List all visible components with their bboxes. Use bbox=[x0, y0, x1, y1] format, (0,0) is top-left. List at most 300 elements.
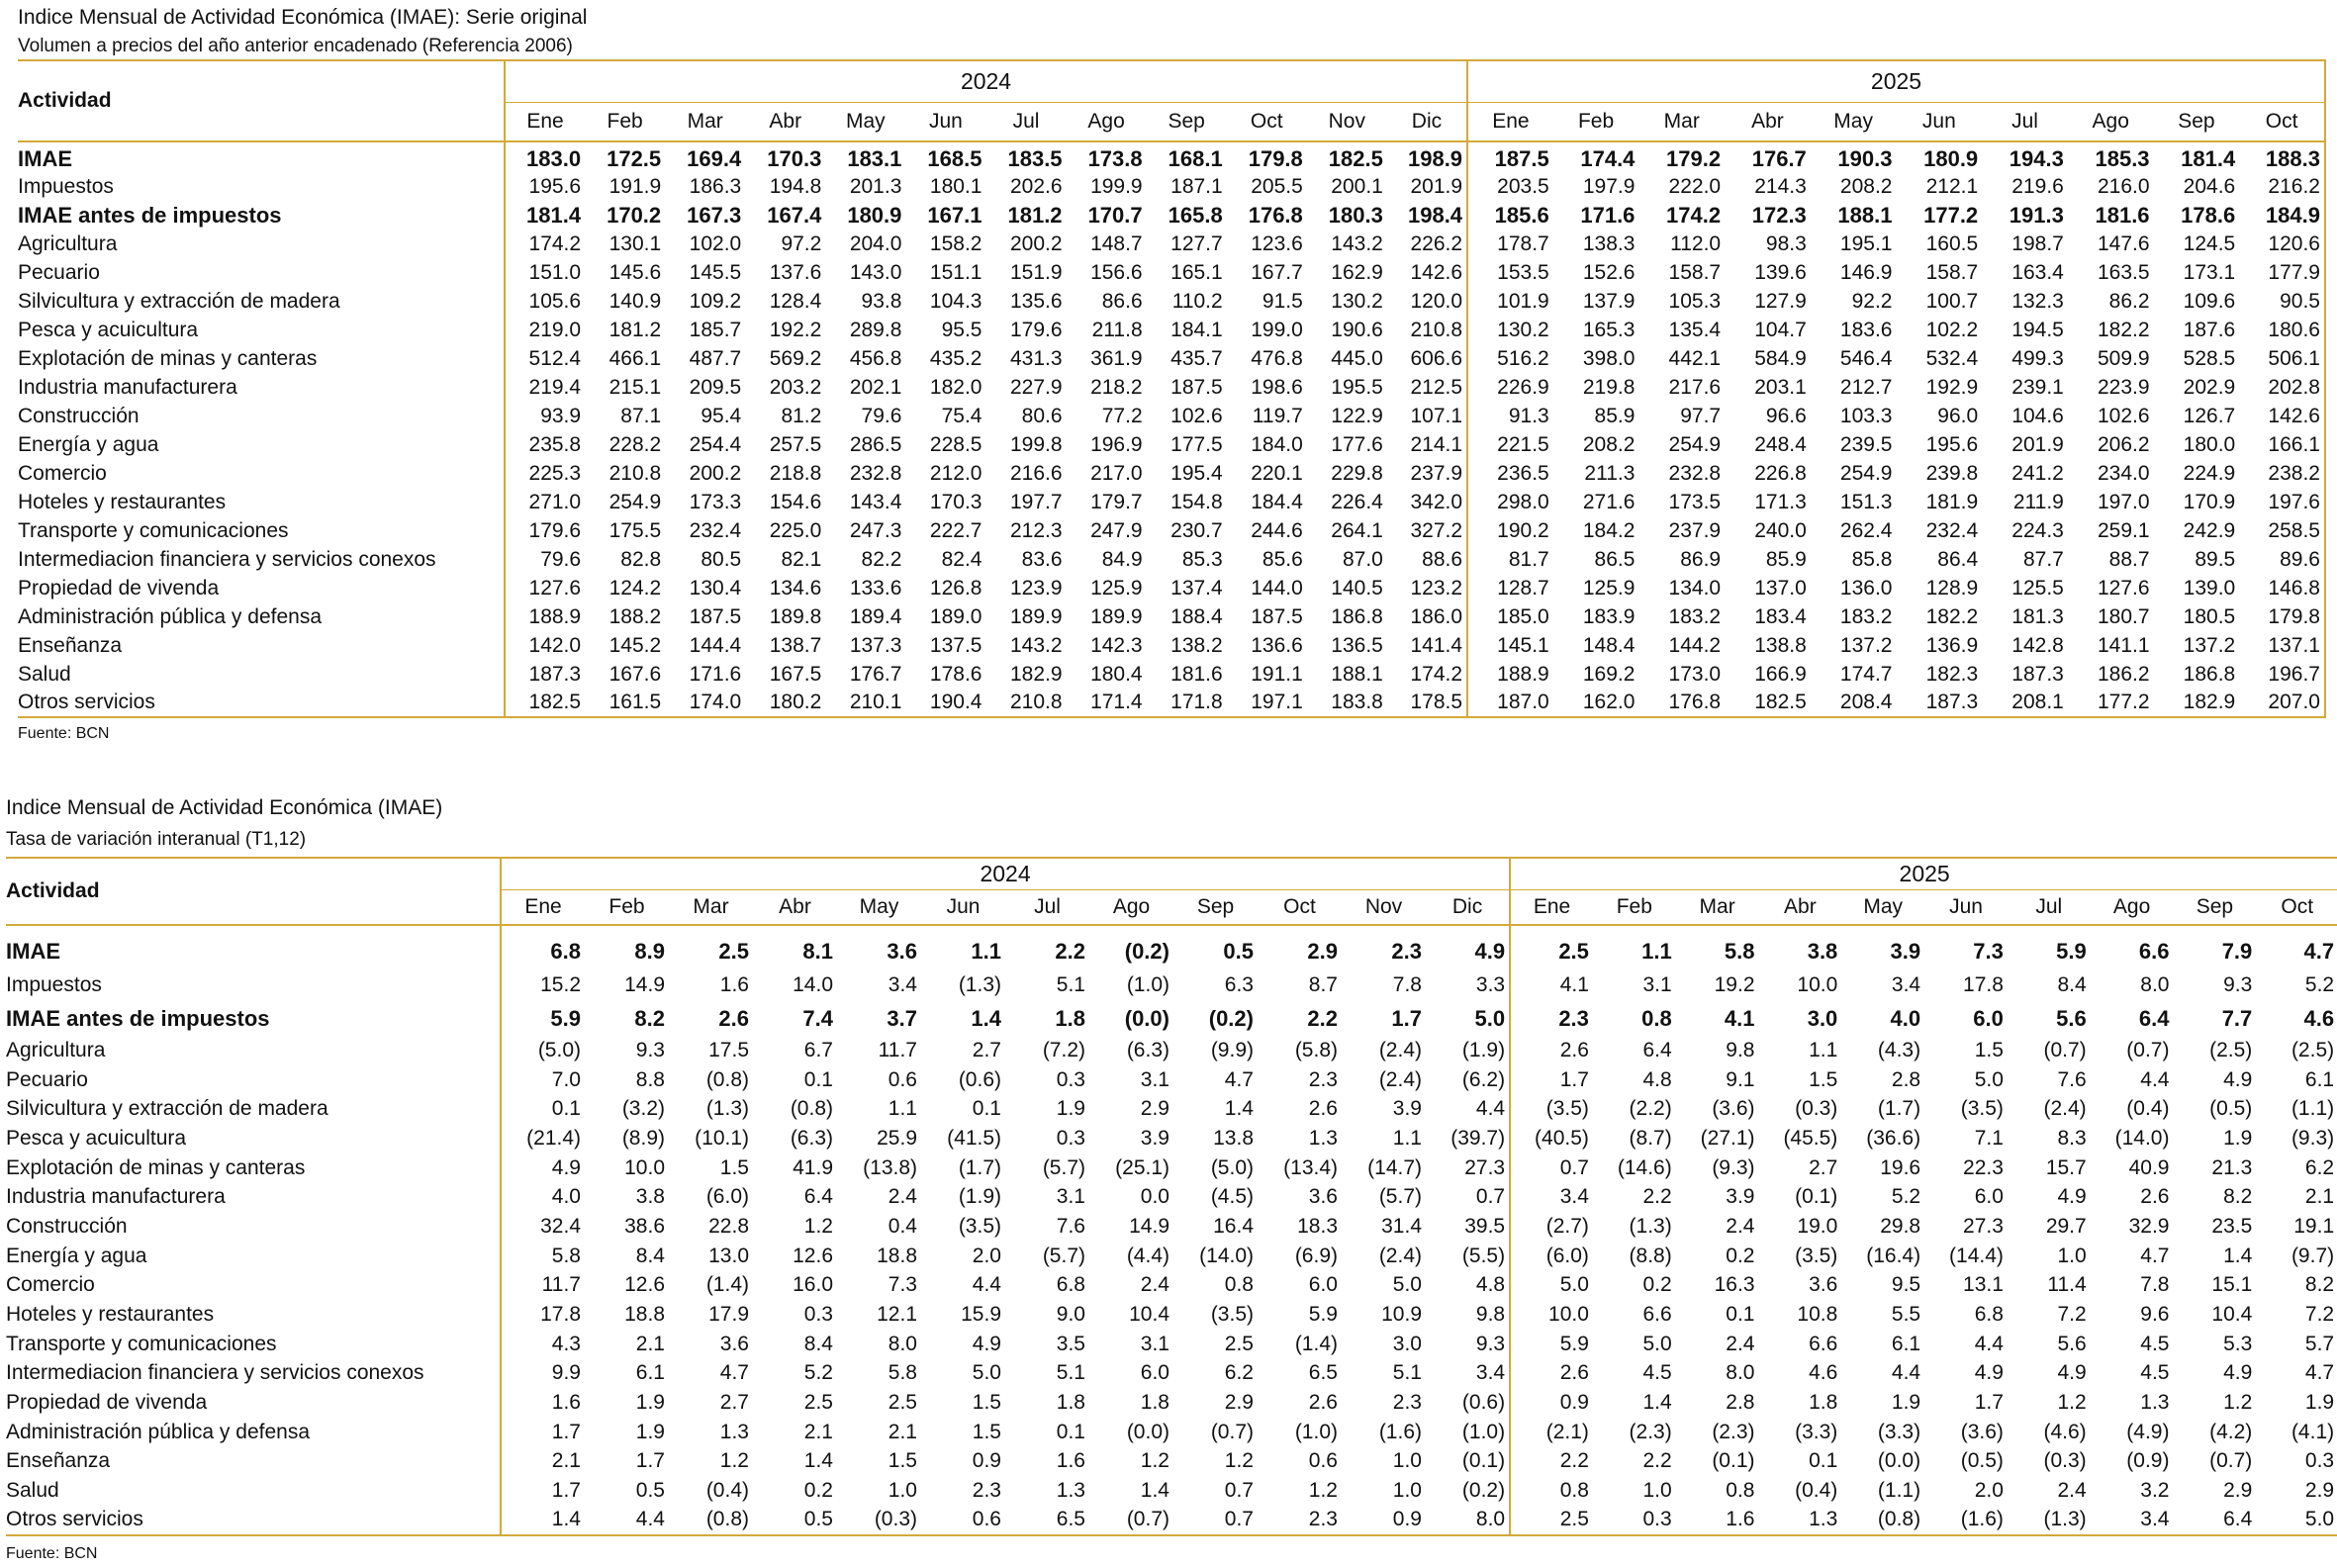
table-cell: 127.7 bbox=[1170, 231, 1223, 255]
table-cell: 12.1 bbox=[877, 1303, 917, 1327]
table-cell: 5.6 bbox=[2056, 1005, 2087, 1031]
table-cell: (4.3) bbox=[1877, 1038, 1921, 1061]
table-cell: 14.9 bbox=[624, 972, 665, 996]
table-cell: 234.0 bbox=[2097, 461, 2150, 485]
table-cell: 271.0 bbox=[505, 488, 585, 516]
table-cell: 145.2 bbox=[608, 633, 662, 657]
month-header: Sep bbox=[2173, 889, 2256, 925]
table-cell: 162.0 bbox=[1553, 689, 1639, 717]
month-header: Dic bbox=[1426, 889, 1510, 925]
table-cell: 532.4 bbox=[1925, 346, 1979, 370]
table-cell: 148.7 bbox=[1090, 231, 1143, 255]
table-cell: 230.7 bbox=[1170, 518, 1223, 542]
table-cell: 87.7 bbox=[2022, 547, 2064, 571]
month-header: Feb bbox=[585, 102, 665, 141]
table-cell: 4.9 bbox=[2057, 1185, 2087, 1209]
table-cell: 9.5 bbox=[1891, 1273, 1921, 1297]
table-row bbox=[6, 1271, 2337, 1301]
table-cell: 125.9 bbox=[1090, 576, 1143, 600]
table-cell: (4.1) bbox=[2256, 1418, 2337, 1447]
table-cell: 167.5 bbox=[769, 662, 822, 686]
table-cell: 205.5 bbox=[1251, 174, 1303, 198]
table-cell: 183.2 bbox=[1839, 604, 1893, 628]
table-cell: 6.6 bbox=[2138, 938, 2170, 964]
month-header: Mar bbox=[665, 102, 745, 141]
table-cell: 182.2 bbox=[2097, 318, 2150, 341]
row-label: Agricultura bbox=[6, 1038, 106, 1061]
table-cell: 8.8 bbox=[635, 1067, 665, 1091]
table-cell: (3.5) bbox=[1960, 1097, 2004, 1121]
table-cell: 95.5 bbox=[941, 318, 982, 341]
month-header: Jun bbox=[905, 102, 985, 141]
month-header: Nov bbox=[1342, 889, 1426, 925]
table-cell: 5.6 bbox=[2057, 1332, 2087, 1355]
table-cell: 5.8 bbox=[1724, 938, 1755, 964]
table-cell: (1.3) bbox=[705, 1097, 749, 1121]
table-cell: (3.6) bbox=[1960, 1420, 2004, 1443]
table-cell: (2.4) bbox=[1378, 1038, 1422, 1061]
table-cell: 120.0 bbox=[1410, 289, 1463, 313]
table-cell: 174.0 bbox=[665, 689, 745, 717]
row-label: Enseñanza bbox=[18, 633, 123, 657]
month-header: Jul bbox=[2008, 889, 2091, 925]
table-cell: 189.9 bbox=[1009, 604, 1063, 628]
table-cell: 125.5 bbox=[2011, 576, 2064, 600]
table-cell: 40.9 bbox=[2128, 1155, 2170, 1179]
table-cell: 81.7 bbox=[1467, 545, 1553, 574]
table-cell: 167.7 bbox=[1251, 260, 1303, 284]
month-header: Dic bbox=[1387, 102, 1467, 141]
table-cell: 201.9 bbox=[2011, 432, 2064, 456]
table-cell: 216.6 bbox=[1009, 461, 1063, 485]
table-cell: 211.9 bbox=[2012, 490, 2064, 513]
table-cell: 5.8 bbox=[501, 1242, 585, 1271]
table-cell: 219.4 bbox=[505, 373, 585, 402]
table-cell: 169.2 bbox=[1582, 662, 1636, 686]
table-cell: 154.6 bbox=[769, 490, 822, 513]
row-label: IMAE antes de impuestos bbox=[18, 202, 282, 228]
table-cell: 200.2 bbox=[1009, 231, 1063, 255]
table-cell: (36.6) bbox=[1866, 1126, 1921, 1150]
table-cell: 2.9 bbox=[1140, 1097, 1169, 1121]
table-cell: 19.6 bbox=[1880, 1155, 1921, 1179]
table-cell: (5.7) bbox=[1042, 1244, 1085, 1267]
table-cell: 82.4 bbox=[941, 547, 982, 571]
table-cell: 6.8 bbox=[1974, 1303, 2004, 1327]
table-cell: (1.1) bbox=[2256, 1094, 2337, 1124]
table-cell: 5.7 bbox=[2256, 1330, 2337, 1359]
table-cell: 226.8 bbox=[1754, 461, 1807, 485]
table-row bbox=[6, 1036, 2337, 1065]
table-cell: 12.6 bbox=[624, 1273, 665, 1297]
row-label: Pecuario bbox=[18, 260, 100, 284]
table-cell: 187.5 bbox=[1170, 375, 1223, 399]
table-cell: 3.0 bbox=[1807, 1005, 1838, 1031]
table-cell: 225.0 bbox=[769, 518, 822, 542]
row-label: Explotación de minas y canteras bbox=[18, 346, 318, 370]
table-cell: 146.9 bbox=[1839, 260, 1893, 284]
table-cell: 202.6 bbox=[1009, 174, 1063, 198]
table-cell: 181.6 bbox=[2095, 202, 2150, 228]
table-row bbox=[6, 925, 2337, 968]
table-cell: 4.6 bbox=[2256, 1001, 2337, 1036]
table-cell: 13.0 bbox=[708, 1244, 749, 1267]
table-row bbox=[6, 1124, 2337, 1153]
table-cell: 18.8 bbox=[624, 1303, 665, 1327]
table-cell: 145.6 bbox=[608, 260, 662, 284]
month-header: May bbox=[837, 889, 921, 925]
table-cell: (45.5) bbox=[1783, 1126, 1838, 1150]
table-cell: 167.6 bbox=[608, 662, 662, 686]
table-cell: 91.5 bbox=[1262, 289, 1303, 313]
table-cell: 1.0 bbox=[1392, 1479, 1422, 1503]
table-cell: 185.3 bbox=[2095, 146, 2150, 171]
month-header: Oct bbox=[2239, 102, 2325, 141]
table-cell: 194.5 bbox=[2011, 318, 2064, 341]
table-cell: 4.6 bbox=[1809, 1361, 1838, 1385]
table-cell: 2.5 bbox=[1510, 1506, 1593, 1535]
table-cell: 202.8 bbox=[2239, 373, 2325, 402]
table-cell: 12.6 bbox=[793, 1244, 833, 1267]
table-cell: 215.1 bbox=[608, 375, 662, 399]
table-cell: 81.2 bbox=[781, 404, 822, 427]
table-cell: 174.2 bbox=[1666, 202, 1722, 228]
table-cell: 2.9 bbox=[1224, 1391, 1254, 1415]
table-cell: 151.0 bbox=[505, 258, 585, 287]
month-header: May bbox=[1811, 102, 1897, 141]
table-cell: 244.6 bbox=[1251, 518, 1303, 542]
table-cell: (3.5) bbox=[1795, 1244, 1838, 1267]
table-cell: 584.9 bbox=[1754, 346, 1807, 370]
table-cell: 41.9 bbox=[793, 1155, 833, 1179]
table-cell: 3.8 bbox=[635, 1185, 665, 1209]
table-cell: 126.8 bbox=[929, 576, 982, 600]
table-cell: 2.5 bbox=[1510, 925, 1593, 968]
table-cell: 214.3 bbox=[1754, 174, 1807, 198]
table-cell: 201.3 bbox=[849, 174, 902, 198]
table-cell: 212.5 bbox=[1410, 375, 1463, 399]
table-cell: 0.8 bbox=[1726, 1479, 1755, 1503]
table-cell: 499.3 bbox=[2011, 346, 2064, 370]
table-cell: 226.2 bbox=[1410, 231, 1463, 255]
table-cell: 6.5 bbox=[1308, 1361, 1338, 1385]
table-cell: 1.3 bbox=[2140, 1391, 2170, 1415]
table-cell: (2.5) bbox=[2256, 1036, 2337, 1065]
table-cell: 85.8 bbox=[1851, 547, 1893, 571]
row-label: Salud bbox=[6, 1479, 59, 1503]
table-cell: 1.4 bbox=[501, 1506, 585, 1535]
table-cell: 190.2 bbox=[1467, 516, 1553, 545]
table-cell: 158.7 bbox=[1668, 260, 1722, 284]
table-cell: 119.7 bbox=[1252, 404, 1303, 427]
table-cell: 218.2 bbox=[1090, 375, 1143, 399]
table-cell: 88.6 bbox=[1422, 547, 1463, 571]
table-cell: 7.3 bbox=[888, 1273, 917, 1297]
table-cell: 208.2 bbox=[1839, 174, 1893, 198]
row-label: Administración pública y defensa bbox=[18, 604, 323, 628]
month-header: Sep bbox=[1147, 102, 1227, 141]
table-cell: 3.9 bbox=[1140, 1126, 1169, 1150]
table-cell: 201.9 bbox=[1410, 174, 1463, 198]
table-cell: 184.2 bbox=[1582, 518, 1636, 542]
table-cell: 6.8 bbox=[501, 925, 585, 968]
table-cell: 236.5 bbox=[1467, 459, 1553, 488]
month-header: Oct bbox=[2256, 889, 2337, 925]
table-cell: 221.5 bbox=[1467, 430, 1553, 459]
table-cell: 0.7 bbox=[1173, 1506, 1258, 1535]
table-cell: 4.4 bbox=[1974, 1332, 2004, 1355]
table-cell: 187.6 bbox=[2183, 318, 2236, 341]
table-cell: 237.9 bbox=[1668, 518, 1722, 542]
table-cell: 3.1 bbox=[1056, 1185, 1085, 1209]
table-cell: 7.1 bbox=[1974, 1126, 2004, 1150]
month-header: Ene bbox=[1467, 102, 1553, 141]
table-cell: 200.2 bbox=[689, 461, 742, 485]
table-cell: 130.2 bbox=[1331, 289, 1383, 313]
table-cell: 0.7 bbox=[1475, 1185, 1506, 1209]
table-cell: 98.3 bbox=[1765, 231, 1807, 255]
table-cell: 16.4 bbox=[1213, 1214, 1254, 1238]
table-cell: 137.2 bbox=[2183, 633, 2236, 657]
table-cell: (2.5) bbox=[2209, 1038, 2253, 1061]
table-row bbox=[18, 459, 2325, 488]
table-cell: 4.9 bbox=[2223, 1361, 2253, 1385]
table-cell: 4.4 bbox=[1891, 1361, 1921, 1385]
table-cell: 2.1 bbox=[635, 1332, 665, 1355]
table-cell: 167.1 bbox=[927, 202, 982, 228]
table-cell: 181.4 bbox=[505, 201, 585, 230]
table-cell: 188.4 bbox=[1170, 604, 1223, 628]
table-row bbox=[18, 172, 2325, 201]
table-cell: 203.1 bbox=[1754, 375, 1807, 399]
table-cell: 127.6 bbox=[2097, 576, 2150, 600]
table-cell: 2.9 bbox=[1307, 938, 1338, 964]
table-cell: 143.4 bbox=[849, 490, 902, 513]
table-cell: 197.0 bbox=[2097, 490, 2150, 513]
table-cell: 180.1 bbox=[929, 174, 982, 198]
table-cell: 174.7 bbox=[1839, 662, 1893, 686]
table-cell: 188.9 bbox=[505, 602, 585, 631]
table-cell: 102.6 bbox=[1170, 404, 1223, 427]
table-cell: 2.9 bbox=[2256, 1476, 2337, 1506]
table-cell: 85.9 bbox=[1765, 547, 1807, 571]
table-cell: (21.4) bbox=[501, 1124, 585, 1153]
table-cell: 1.2 bbox=[2057, 1391, 2087, 1415]
table-cell: 180.0 bbox=[2183, 432, 2236, 456]
table-cell: 2.4 bbox=[888, 1185, 917, 1209]
table-cell: 185.7 bbox=[689, 318, 742, 341]
table-cell: 203.5 bbox=[1467, 172, 1553, 201]
table-cell: 130.1 bbox=[608, 231, 662, 255]
table-cell: 2.4 bbox=[1140, 1273, 1169, 1297]
table-cell: 82.2 bbox=[861, 547, 902, 571]
row-label: Intermediacion financiera y servicios conexos bbox=[18, 547, 436, 571]
table-cell: 171.8 bbox=[1147, 689, 1227, 717]
row-label: Comercio bbox=[6, 1273, 95, 1297]
table-cell: 136.9 bbox=[1925, 633, 1979, 657]
table-row bbox=[6, 1094, 2337, 1124]
table-cell: 3.6 bbox=[887, 938, 917, 964]
table-cell: 180.9 bbox=[847, 202, 902, 228]
table-cell: 197.9 bbox=[1582, 174, 1636, 198]
table-cell: 137.5 bbox=[929, 633, 982, 657]
table-cell: 227.9 bbox=[1009, 375, 1063, 399]
table-cell: (1.7) bbox=[1877, 1097, 1921, 1121]
table-cell: 8.0 bbox=[1426, 1506, 1510, 1535]
table-cell: (0.1) bbox=[1712, 1449, 1755, 1473]
table-row bbox=[6, 1242, 2337, 1271]
table-cell: 179.2 bbox=[1666, 146, 1722, 171]
table-cell: 184.9 bbox=[2239, 201, 2325, 230]
table-cell: 27.3 bbox=[1963, 1214, 2004, 1238]
table-cell: 2.2 bbox=[1510, 1447, 1593, 1477]
table-cell: (0.5) bbox=[1960, 1449, 2004, 1473]
table-row bbox=[6, 1153, 2337, 1183]
table-cell: 196.7 bbox=[2239, 660, 2325, 689]
table-cell: 2.6 bbox=[718, 1005, 749, 1031]
table-cell: 97.7 bbox=[1680, 404, 1722, 427]
row-label: Intermediacion financiera y servicios conexos bbox=[6, 1361, 424, 1385]
table-cell: 3.6 bbox=[1308, 1185, 1338, 1209]
table-cell: 9.6 bbox=[2140, 1303, 2170, 1327]
table-row bbox=[6, 1001, 2337, 1036]
table-cell: 169.4 bbox=[687, 146, 742, 171]
table-cell: 5.2 bbox=[2256, 968, 2337, 1001]
table-cell: 0.0 bbox=[1140, 1185, 1169, 1209]
table-cell: 3.3 bbox=[1475, 972, 1506, 996]
table-cell: (9.3) bbox=[1712, 1155, 1755, 1179]
table-cell: 183.4 bbox=[1754, 604, 1807, 628]
table-cell: 174.4 bbox=[1580, 146, 1636, 171]
table-cell: 160.5 bbox=[1925, 231, 1979, 255]
table-cell: 1.4 bbox=[1224, 1097, 1254, 1121]
table-cell: 2.3 bbox=[1308, 1067, 1338, 1091]
table-cell: 2.5 bbox=[1224, 1332, 1254, 1355]
month-header: Jul bbox=[1982, 102, 2068, 141]
table-cell: 151.1 bbox=[929, 260, 982, 284]
table-cell: 171.4 bbox=[1067, 689, 1147, 717]
table-cell: 16.3 bbox=[1714, 1273, 1755, 1297]
table-cell: 4.9 bbox=[1974, 1361, 2004, 1385]
table-cell: 4.0 bbox=[501, 1182, 585, 1212]
table-cell: 173.0 bbox=[1668, 662, 1722, 686]
table-cell: 4.7 bbox=[2256, 925, 2337, 968]
table-cell: 2.1 bbox=[501, 1447, 585, 1477]
table-cell: 174.2 bbox=[505, 230, 585, 258]
table-cell: 176.7 bbox=[849, 662, 902, 686]
table-cell: 126.7 bbox=[2183, 404, 2236, 427]
table-cell: (4.5) bbox=[1210, 1185, 1254, 1209]
table-cell: 212.1 bbox=[1925, 174, 1979, 198]
table-cell: 85.6 bbox=[1262, 547, 1303, 571]
table-cell: (27.1) bbox=[1700, 1126, 1755, 1150]
table-cell: 1.8 bbox=[1056, 1391, 1085, 1415]
table-cell: 186.8 bbox=[2183, 662, 2236, 686]
table-cell: (14.6) bbox=[1617, 1155, 1672, 1179]
table-cell: (0.7) bbox=[2043, 1038, 2087, 1061]
table-cell: 186.0 bbox=[1410, 604, 1463, 628]
table-cell: 9.3 bbox=[2223, 972, 2253, 996]
month-header: May bbox=[1841, 889, 1924, 925]
table-cell: 92.2 bbox=[1851, 289, 1893, 313]
table-cell: 128.9 bbox=[1925, 576, 1979, 600]
row-label: Construcción bbox=[18, 404, 140, 427]
table-cell: 87.1 bbox=[620, 404, 662, 427]
table-cell: 1.0 bbox=[1642, 1479, 1672, 1503]
table-cell: 6.0 bbox=[1308, 1273, 1338, 1297]
table-cell: 4.1 bbox=[1724, 1005, 1755, 1031]
row-label: Enseñanza bbox=[6, 1449, 111, 1473]
table-cell: (8.9) bbox=[621, 1126, 665, 1150]
table-cell: (0.4) bbox=[705, 1479, 749, 1503]
table-cell: 128.4 bbox=[769, 289, 822, 313]
table-cell: 165.3 bbox=[1582, 318, 1636, 341]
row-label: Pecuario bbox=[6, 1067, 88, 1091]
table-cell: 8.7 bbox=[1308, 972, 1338, 996]
table-cell: 140.9 bbox=[608, 289, 662, 313]
table-cell: 223.9 bbox=[2097, 375, 2150, 399]
table-cell: 235.8 bbox=[505, 430, 585, 459]
table-cell: 240.0 bbox=[1754, 518, 1807, 542]
table-cell: 210.8 bbox=[608, 461, 662, 485]
table-cell: 8.4 bbox=[2057, 972, 2087, 996]
table-cell: 247.9 bbox=[1090, 518, 1143, 542]
table-cell: 183.1 bbox=[847, 146, 902, 171]
table-cell: 163.5 bbox=[2097, 260, 2150, 284]
table-cell: 6.4 bbox=[2138, 1005, 2170, 1031]
row-label: Comercio bbox=[18, 461, 107, 485]
table-cell: 141.1 bbox=[2097, 633, 2150, 657]
table-cell: 1.3 bbox=[1759, 1506, 1842, 1535]
table-cell: 4.7 bbox=[2256, 1359, 2337, 1389]
table-cell: 180.2 bbox=[745, 689, 825, 717]
table-cell: 2.8 bbox=[1891, 1067, 1921, 1091]
table-cell: 8.2 bbox=[2256, 1271, 2337, 1301]
table-cell: 95.4 bbox=[701, 404, 742, 427]
table-cell: 8.1 bbox=[802, 938, 833, 964]
table-cell: (14.0) bbox=[1199, 1244, 1254, 1267]
table-cell: 189.0 bbox=[929, 604, 982, 628]
table-cell: 5.5 bbox=[1891, 1303, 1921, 1327]
table-cell: 222.7 bbox=[929, 518, 982, 542]
table-cell: 198.9 bbox=[1407, 146, 1463, 171]
table-cell: 229.8 bbox=[1331, 461, 1383, 485]
table-row bbox=[18, 660, 2325, 689]
table-cell: 1.9 bbox=[1891, 1391, 1921, 1415]
table-cell: (10.1) bbox=[695, 1126, 749, 1150]
table-cell: 6.5 bbox=[1005, 1506, 1089, 1535]
table-cell: 180.3 bbox=[1328, 202, 1383, 228]
table-cell: (0.2) bbox=[1208, 1005, 1254, 1031]
table-cell: 9.8 bbox=[1726, 1038, 1755, 1061]
table-cell: 177.2 bbox=[1923, 202, 1979, 228]
table-cell: 606.6 bbox=[1410, 346, 1463, 370]
table-row bbox=[18, 689, 2325, 717]
table-cell: 361.9 bbox=[1090, 346, 1143, 370]
table-cell: 177.5 bbox=[1170, 432, 1223, 456]
table-cell: 180.5 bbox=[2183, 604, 2236, 628]
row-label: Construcción bbox=[6, 1214, 128, 1238]
table-cell: 182.2 bbox=[1925, 604, 1979, 628]
table-cell: 257.5 bbox=[769, 432, 822, 456]
row-label: Impuestos bbox=[6, 972, 102, 996]
table-cell: 4.7 bbox=[719, 1361, 749, 1385]
table-cell: 1.1 bbox=[1392, 1126, 1422, 1150]
table-cell: 569.2 bbox=[769, 346, 822, 370]
table-cell: (0.4) bbox=[2126, 1097, 2170, 1121]
table-cell: (4.6) bbox=[2043, 1420, 2087, 1443]
table-cell: 2.3 bbox=[972, 1479, 1001, 1503]
